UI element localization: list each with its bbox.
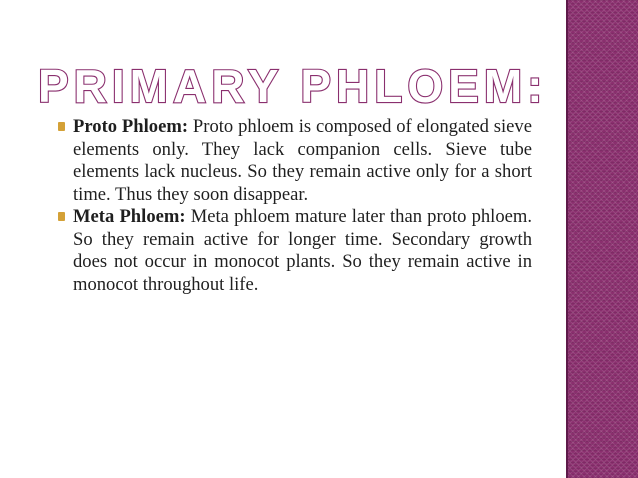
- slide-title: [38, 58, 558, 110]
- decorative-side-band: [566, 0, 638, 478]
- slide-title-text: PRIMARY PHLOEM:: [38, 60, 548, 110]
- bullet-term: Proto Phloem:: [73, 116, 193, 137]
- square-bullet-icon: [58, 212, 65, 221]
- bullet-text: Proto phloem is composed of elongated sieve elements only. They lack companion cells. Sieve tube elements lack nucleus. So they remain active only for a short time. Thus they soon disappear.: [73, 116, 532, 205]
- slide-title-graphic: [38, 58, 558, 110]
- square-bullet-icon: [58, 122, 65, 131]
- bullet-proto-phloem: [58, 116, 532, 206]
- bullet-meta-phloem: [58, 206, 532, 296]
- bullet-term: Meta Phloem:: [73, 206, 191, 227]
- slide-body: [58, 116, 532, 296]
- bullet-text: Meta phloem mature later than proto phloem. So they remain active for longer time. Secondary growth does not occur in monocot plants. So they remain active in monocot throughout life.: [73, 206, 533, 295]
